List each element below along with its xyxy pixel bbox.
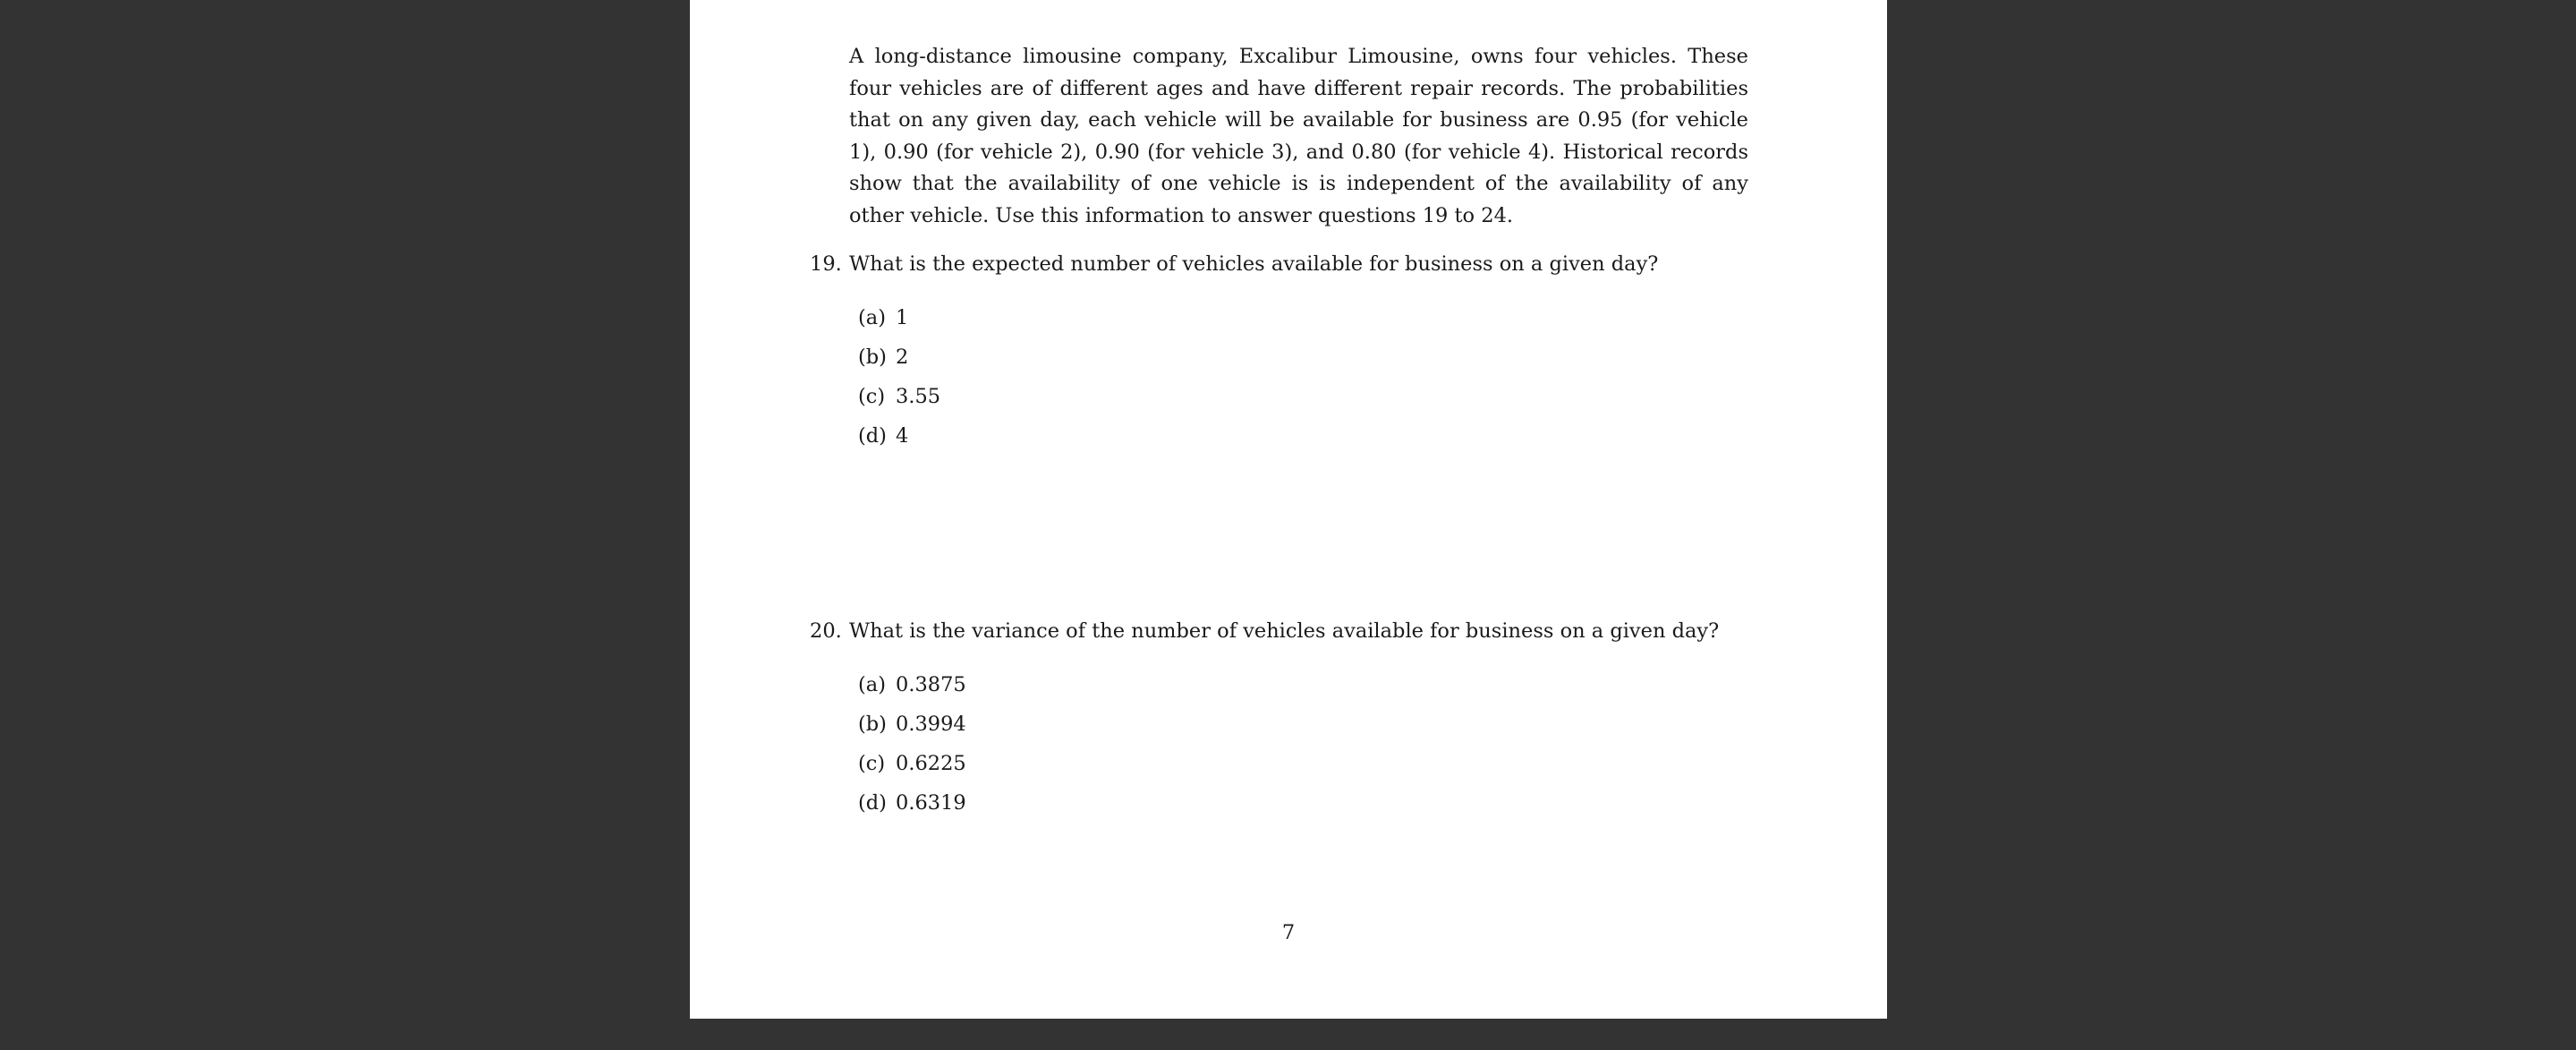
- answer-option-c: [858, 377, 940, 416]
- option-value: 0.3875: [896, 673, 966, 696]
- option-value: 0.6225: [896, 752, 966, 775]
- answer-option-b: [858, 337, 940, 377]
- answer-option-c: [858, 744, 966, 783]
- answer-option-a: [858, 665, 966, 704]
- question-number: 20.: [810, 619, 842, 643]
- document-page: [690, 0, 1887, 1019]
- option-letter: (b): [858, 346, 887, 369]
- option-letter: (a): [858, 306, 886, 329]
- option-value: 3.55: [896, 385, 941, 408]
- answer-option-d: [858, 416, 940, 456]
- question-19: [810, 249, 1758, 448]
- option-value: 2: [896, 346, 909, 369]
- page-number: 7: [1281, 921, 1296, 944]
- option-letter: (b): [858, 713, 887, 736]
- question-number: 19.: [810, 252, 842, 276]
- option-letter: (c): [858, 752, 886, 775]
- option-letter: (c): [858, 385, 886, 408]
- answer-option-a: [858, 298, 940, 337]
- question-text: What is the variance of the number of vehicles available for business on a given day?: [849, 619, 1720, 643]
- question-header: [810, 616, 1758, 647]
- option-value: 0.3994: [896, 713, 966, 736]
- answer-options: [858, 665, 966, 823]
- option-value: 0.6319: [896, 791, 966, 815]
- question-20: [810, 616, 1758, 815]
- answer-option-b: [858, 704, 966, 744]
- option-value: 4: [896, 424, 909, 448]
- option-letter: (a): [858, 673, 886, 696]
- option-letter: (d): [858, 791, 887, 815]
- answer-options: [858, 298, 940, 456]
- question-header: [810, 249, 1758, 280]
- option-value: 1: [896, 306, 909, 329]
- intro-paragraph: A long-distance limousine company, Excalibur Limousine, owns four vehicles. These four vehicles are of different ages and have different repair records. The probabilities that on any given day, each vehicle will be available for business are 0.95 (for vehicle 1), 0.90 (for vehicle 2), 0.90 (for vehicle 3), and 0.80 (for vehicle 4). Historical records show that the availability of one vehicle is is independent of the availability of any other vehicle. Use this information to answer questions 19 to 24.: [849, 45, 1748, 227]
- answer-option-d: [858, 783, 966, 823]
- question-text: What is the expected number of vehicles available for business on a given day?: [849, 252, 1659, 276]
- option-letter: (d): [858, 424, 887, 448]
